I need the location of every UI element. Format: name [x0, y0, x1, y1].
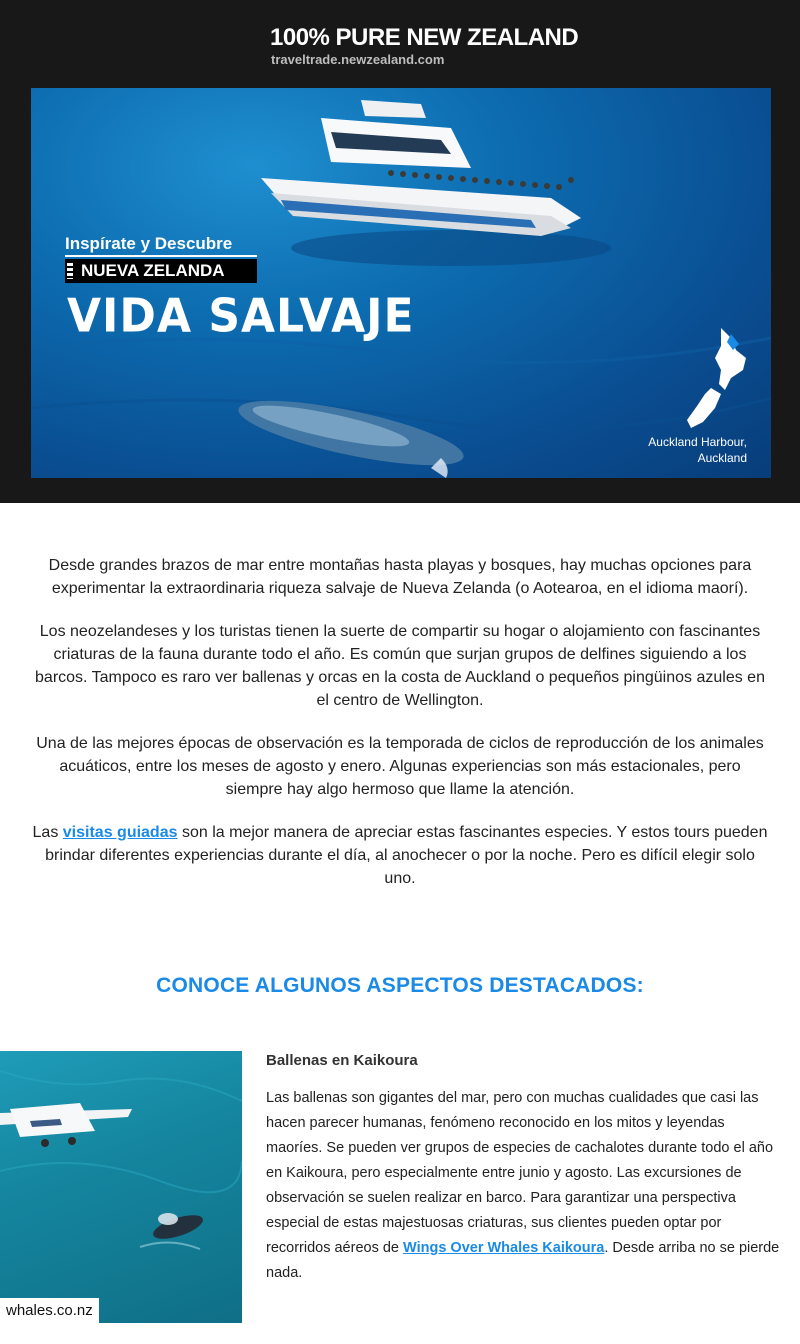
brand-logo[interactable]: 100% PURE NEW ZEALAND: [270, 24, 579, 51]
location-line1: Auckland Harbour,: [648, 435, 747, 449]
feature-title: Ballenas en Kaikoura: [266, 1052, 418, 1069]
section-title: CONOCE ALGUNOS ASPECTOS DESTACADOS:: [156, 974, 644, 997]
tagline-divider: [65, 255, 257, 257]
paragraph-text: Las: [32, 824, 63, 841]
boat-image: [261, 100, 611, 266]
image-credit: whales.co.nz: [0, 1298, 99, 1323]
paragraph-text: son la mejor manera de apreciar estas fascinantes especies. Y estos tours pueden brindar diferentes experiencias durante el día, al anochecer o por la noche. Pero es difícil elegir solo uno.: [45, 824, 768, 887]
intro-paragraph: Desde grandes brazos de mar entre montañas hasta playas y bosques, hay muchas opciones para experimentar la extraordinaria riqueza salvaje de Nueva Zelanda (o Aotearoa, en el idioma maorí).: [48, 557, 752, 597]
whale-icon: [140, 1210, 206, 1249]
hero-scene: [31, 88, 771, 478]
intro-paragraph: Una de las mejores épocas de observación es la temporada de ciclos de reproducción de los animales acuáticos, entre los meses de agosto y enero. Algunas experiencias son más estacionales, pero siempre hay algo hermoso que llame la atención.: [36, 735, 764, 798]
guided-tours-link[interactable]: visitas guiadas: [62, 824, 178, 841]
header-banner: [0, 0, 800, 503]
location-line2: Auckland: [697, 451, 747, 465]
whale-image: [234, 388, 468, 478]
intro-paragraph: Los neozelandeses y los turistas tienen la suerte de compartir su hogar o alojamiento con fascinantes criaturas de la fauna durante todo el año. Es común que surjan grupos de delfines siguiendo a los barcos. Tampoco es raro ver ballenas y orcas en la costa de Auckland o pequeños pingüinos azules en el centro de Wellington.: [35, 623, 765, 709]
country-label: NUEVA ZELANDA: [81, 261, 225, 280]
hero-tagline: Inspírate y Descubre: [65, 234, 233, 253]
feature-body: [266, 1086, 780, 1286]
hero-location: [648, 434, 747, 466]
feature-text: . Desde arriba no se pierde nada.: [266, 1240, 780, 1281]
intro-text: [30, 554, 770, 910]
hero-headline: VIDA SALVAJE: [67, 289, 415, 344]
country-badge: [65, 259, 257, 283]
hero-image[interactable]: [31, 88, 771, 478]
airplane-icon: [0, 1103, 132, 1147]
brand-url[interactable]: traveltrade.newzealand.com: [271, 52, 445, 67]
feature-text: Las ballenas son gigantes del mar, pero con muchas cualidades que casi las hacen parecer humanas, fenómeno reconocido en los mitos y leyendas maoríes. Se pueden ver grupos de especies de cachalotes durante todo el año en Kaikoura, pero especialmente entre junio y agosto. Las excursiones de observación se suelen realizar en barco. Para garantizar una perspectiva especial de estas majestuosas criaturas, sus clientes pueden optar por recorridos aéreos de: [266, 1090, 774, 1256]
badge-stripe-icon: [67, 263, 73, 279]
feature-image[interactable]: [0, 1051, 242, 1323]
intro-paragraph: [30, 821, 770, 890]
plane-whale-scene: [0, 1051, 242, 1323]
wings-over-whales-link[interactable]: Wings Over Whales Kaikoura: [403, 1240, 605, 1256]
nz-map-icon: [687, 328, 746, 428]
